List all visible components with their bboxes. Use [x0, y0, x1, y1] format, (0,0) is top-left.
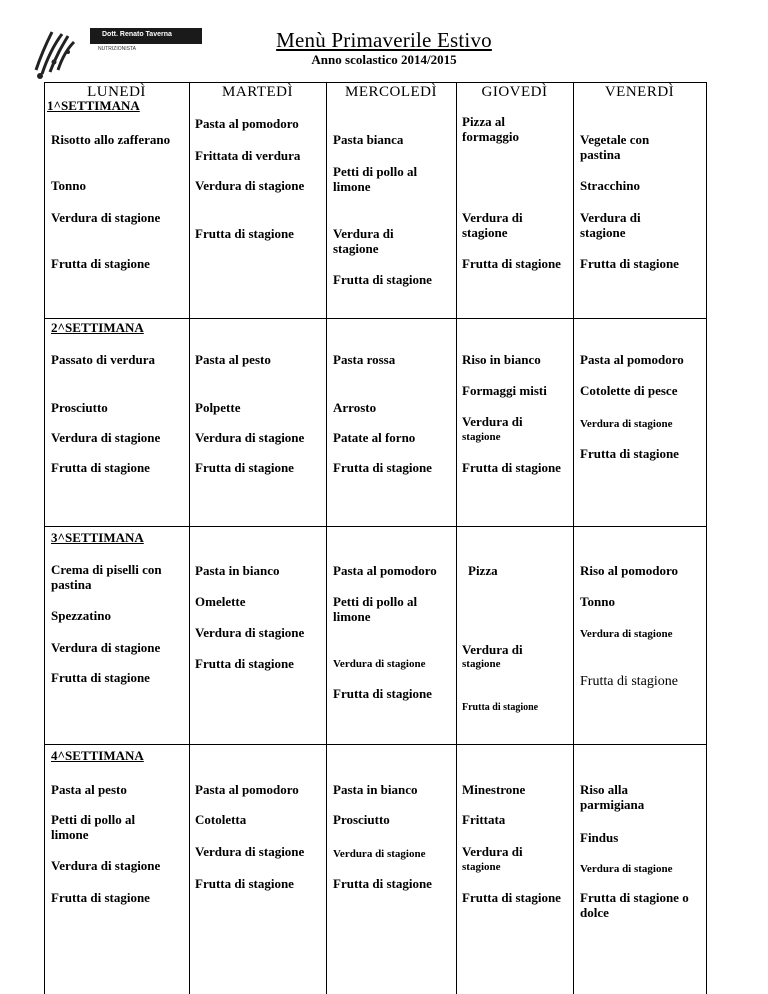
menu-item: Frutta di stagione	[333, 686, 432, 701]
menu-item: Pasta al pesto	[195, 352, 271, 367]
menu-item: Petti di pollo al limone	[51, 812, 136, 842]
menu-item: Riso in bianco	[462, 352, 541, 367]
menu-item: Verdura di stagione	[195, 844, 305, 859]
menu-item: Patate al forno	[333, 430, 416, 445]
week-label: 2^SETTIMANA	[51, 320, 144, 335]
logo-name: Dott. Renato Taverna	[102, 31, 172, 38]
week-divider	[44, 526, 706, 527]
menu-item: Pasta rossa	[333, 352, 396, 367]
menu-item: Vegetale con pastina	[580, 132, 650, 162]
menu-item: Risotto allo zafferano	[51, 132, 171, 147]
week-divider	[44, 318, 706, 319]
menu-item: Verdura di stagione	[51, 640, 161, 655]
week-divider	[44, 744, 706, 745]
menu-item: Frutta di stagione	[580, 256, 679, 271]
menu-item: stagione	[462, 658, 501, 670]
menu-item: Frutta di stagione	[195, 656, 294, 671]
menu-item: Formaggi misti	[462, 383, 547, 398]
menu-item: Pizza	[468, 563, 498, 578]
menu-item: Prosciutto	[333, 812, 390, 827]
menu-item: Verdura di stagione	[333, 848, 426, 860]
menu-item: Findus	[580, 830, 619, 845]
menu-item: Frutta di stagione	[333, 272, 432, 287]
menu-item: Frutta di stagione	[195, 226, 294, 241]
menu-item: Verdura di stagione	[51, 210, 161, 225]
menu-item: Verdura di	[462, 642, 523, 657]
menu-item: Frutta di stagione	[51, 256, 150, 271]
menu-item: Riso alla parmigiana	[580, 782, 645, 812]
menu-item: Frutta di stagione	[51, 460, 150, 475]
menu-item: Frittata di verdura	[195, 148, 301, 163]
menu-item: Pasta bianca	[333, 132, 404, 147]
menu-item: Verdura di stagione	[462, 210, 523, 240]
day-header-thursday: GIOVEDÌ	[481, 84, 548, 100]
menu-item: Tonno	[51, 178, 86, 193]
menu-item: Frutta di stagione	[580, 674, 678, 689]
menu-item: Frutta di stagione	[195, 876, 294, 891]
menu-item: stagione	[462, 431, 501, 443]
menu-item: Verdura di stagione	[580, 628, 673, 640]
menu-item: Arrosto	[333, 400, 377, 415]
menu-item: Verdura di	[462, 844, 523, 859]
column-divider	[573, 82, 574, 994]
menu-item: stagione	[462, 861, 501, 873]
table-top-border	[44, 82, 706, 83]
menu-item: Tonno	[580, 594, 615, 609]
menu-item: Omelette	[195, 594, 246, 609]
menu-item: Pasta al pesto	[51, 782, 127, 797]
logo-subtitle: NUTRIZIONISTA	[98, 46, 136, 52]
menu-item: Petti di pollo al limone	[333, 164, 418, 194]
menu-item: Cotoletta	[195, 812, 247, 827]
menu-item: Frutta di stagione	[333, 460, 432, 475]
menu-item: Pasta al pomodoro	[195, 782, 299, 797]
menu-item: Pasta in bianco	[195, 563, 280, 578]
menu-item: Frutta di stagione	[462, 890, 561, 905]
menu-item: Verdura di stagione	[51, 430, 161, 445]
menu-item: Petti di pollo al limone	[333, 594, 418, 624]
day-header-friday: VENERDÌ	[604, 84, 675, 100]
menu-item: Frutta di stagione	[580, 446, 679, 461]
menu-item: Pasta al pomodoro	[333, 563, 437, 578]
menu-item: Verdura di	[462, 414, 523, 429]
menu-item: Pasta al pomodoro	[580, 352, 684, 367]
menu-item: Passato di verdura	[51, 352, 155, 367]
menu-item: Verdura di stagione	[51, 858, 161, 873]
menu-item: Verdura di stagione	[580, 863, 673, 875]
menu-item: Polpette	[195, 400, 241, 415]
column-divider	[189, 82, 190, 994]
day-header-monday: LUNEDÌ	[87, 84, 146, 100]
week-label: 3^SETTIMANA	[51, 530, 144, 545]
day-header-tuesday: MARTEDÌ	[222, 84, 293, 100]
menu-item: Verdura di stagione	[580, 418, 673, 430]
menu-item: Prosciutto	[51, 400, 108, 415]
menu-item: Frutta di stagione	[195, 460, 294, 475]
menu-item: Riso al pomodoro	[580, 563, 678, 578]
menu-item: Verdura di stagione	[195, 178, 305, 193]
menu-item: Pizza al formaggio	[462, 114, 520, 144]
menu-item: Frutta di stagione	[51, 670, 150, 685]
menu-item: Stracchino	[580, 178, 640, 193]
menu-item: Verdura di stagione	[333, 658, 426, 670]
menu-item: Frutta di stagione	[51, 890, 150, 905]
menu-item: Frutta di stagione	[333, 876, 432, 891]
menu-item: Frittata	[462, 812, 506, 827]
menu-item: Crema di piselli con pastina	[51, 562, 162, 592]
menu-item: Verdura di stagione	[195, 430, 305, 445]
menu-item: Frutta di stagione	[462, 702, 539, 713]
column-divider	[326, 82, 327, 994]
menu-item: Pasta in bianco	[333, 782, 418, 797]
table-left-border	[44, 82, 45, 994]
menu-item: Verdura di stagione	[195, 625, 305, 640]
day-header-wednesday: MERCOLEDÌ	[345, 84, 437, 100]
week-label: 1^SETTIMANA	[47, 98, 140, 113]
week-label: 4^SETTIMANA	[51, 748, 144, 763]
menu-item: Pasta al pomodoro	[195, 116, 299, 131]
menu-item: Frutta di stagione o dolce	[580, 890, 689, 920]
menu-item: Verdura di stagione	[580, 210, 641, 240]
page-subtitle: Anno scolastico 2014/2015	[311, 52, 457, 67]
menu-item: Cotolette di pesce	[580, 383, 678, 398]
menu-item: Minestrone	[462, 782, 526, 797]
page-title: Menù Primaverile Estivo	[276, 28, 492, 52]
menu-item: Verdura di stagione	[333, 226, 394, 256]
menu-item: Frutta di stagione	[462, 460, 561, 475]
menu-item: Frutta di stagione	[462, 256, 561, 271]
table-right-border	[706, 82, 707, 994]
menu-item: Spezzatino	[51, 608, 111, 623]
